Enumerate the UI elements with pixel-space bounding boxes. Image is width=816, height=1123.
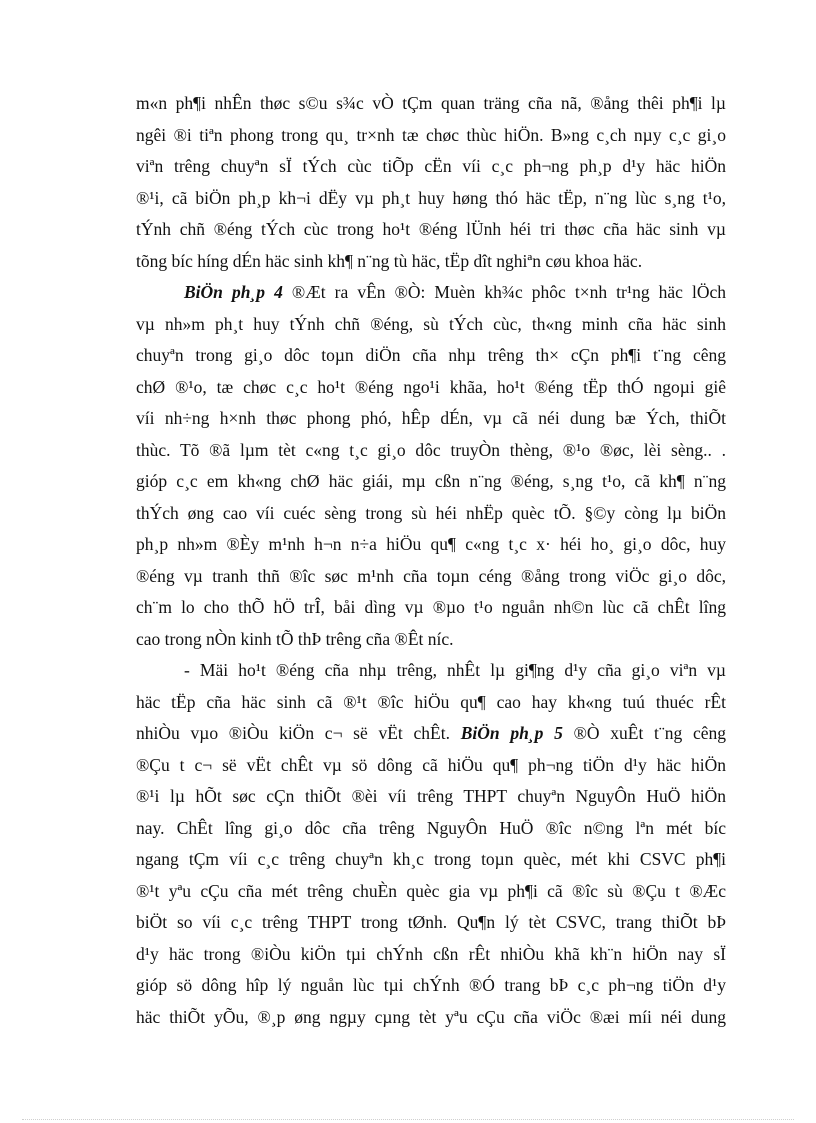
text-line: cao trong nÒn kinh tÕ thÞ trêng cña ®Êt níc. bbox=[136, 628, 454, 649]
text-line: ch¨m lo cho thÕ hÖ trÎ, båi dìng vµ ®µo t¹o nguån nh©n lùc cã chÊt lîng bbox=[136, 597, 726, 617]
text-line: chuyªn trong gi¸o dôc toµn diÖn cña nhµ trêng th× cÇn ph¶i t¨ng cêng bbox=[136, 345, 726, 365]
text-line: m«n ph¶i nhÊn thøc s©u s¾c vÒ tÇm quan träng cña nã, ®ång thêi ph¶i lµ bbox=[136, 93, 726, 113]
text-line: nay. ChÊt lîng gi¸o dôc cña trêng NguyÔn HuÖ ®îc n©ng lªn mét bíc bbox=[136, 817, 726, 838]
text-line: vµ nh»m ph¸t huy tÝnh chñ ®éng, sù tÝch cùc, th«ng minh cña häc sinh bbox=[136, 313, 726, 334]
text-fragment: ®Æt ra vÊn ®Ò: Muèn kh¾c phôc t×nh tr¹ng häc lÖch bbox=[282, 282, 726, 302]
text-line: gióp sö dông hîp lý nguån lùc tµi chÝnh ®Ó trang bÞ c¸c ph¬ng tiÖn d¹y bbox=[136, 975, 726, 995]
text-line: tÝnh chñ ®éng tÝch cùc trong ho¹t ®éng lÜnh héi tri thøc cña häc sinh vµ bbox=[136, 219, 726, 239]
text-line: biÖt so víi c¸c trêng THPT trong tØnh. Qu¶n lý tèt CSVC, trang thiÕt bÞ bbox=[136, 912, 726, 932]
text-line: gióp c¸c em kh«ng chØ häc giái, mµ cßn n¨ng ®éng, s¸ng t¹o, cã kh¶ n¨ng bbox=[136, 471, 726, 491]
body-text bbox=[136, 88, 726, 1033]
text-line: ph¸p nh»m ®Èy m¹nh h¬n n÷a hiÖu qu¶ c«ng t¸c x· héi ho¸ gi¸o dôc, huy bbox=[136, 534, 726, 554]
text-line: ®¹i lµ hÕt søc cÇn thiÕt ®èi víi trêng THPT chuyªn NguyÔn HuÖ hiÖn bbox=[136, 786, 726, 806]
paragraph-start-line: - Mäi ho¹t ®éng cña nhµ trêng, nhÊt lµ gi¶ng d¹y cña gi¸o viªn vµ bbox=[184, 660, 726, 680]
paragraph-start-line bbox=[136, 277, 726, 309]
text-fragment: ®Ò xuÊt t¨ng cêng bbox=[562, 723, 726, 743]
text-line bbox=[136, 718, 726, 750]
text-line: ngêi ®i tiªn phong trong qu¸ tr×nh tæ chøc thùc hiÖn. B»ng c¸ch nµy c¸c gi¸o bbox=[136, 124, 726, 145]
text-line: ®¹i, cã biÖn ph¸p kh¬i dËy vµ ph¸t huy høng thó häc tËp, n¨ng lùc s¸ng t¹o, bbox=[136, 187, 726, 208]
bien-phap-5-heading: BiÖn ph¸p 5 bbox=[460, 723, 563, 743]
text-line: tõng bíc híng dÉn häc sinh kh¶ n¨ng tù häc, tËp dît nghiªn cøu khoa häc. bbox=[136, 250, 643, 271]
page-bottom-divider bbox=[22, 1119, 794, 1120]
text-line: víi nh÷ng h×nh thøc phong phó, hÊp dÉn, vµ cã néi dung bæ Ých, thiÕt bbox=[136, 408, 726, 428]
text-line: chØ ®¹o, tæ chøc c¸c ho¹t ®éng ngo¹i khãa, ho¹t ®éng tËp thÓ ngoµi giê bbox=[136, 376, 726, 397]
text-line: ®Çu t c¬ së vËt chÊt vµ sö dông cã hiÖu qu¶ ph¬ng tiÖn d¹y häc hiÖn bbox=[136, 754, 726, 775]
text-line: thùc. Tõ ®ã lµm tèt c«ng t¸c gi¸o dôc truyÒn thèng, ®¹o ®øc, lèi sèng.. . bbox=[136, 439, 726, 460]
text-line: viªn trêng chuyªn sÏ tÝch cùc tiÕp cËn víi c¸c ph¬ng ph¸p d¹y häc hiÖn bbox=[136, 156, 726, 176]
text-line: ®¹t yªu cÇu cña mét trêng chuÈn quèc gia vµ ph¶i cã ®îc sù ®Çu t ®Æc bbox=[136, 880, 726, 901]
text-line: thÝch øng cao víi cuéc sèng trong sù héi nhËp quèc tÕ. §©y còng lµ biÖn bbox=[136, 502, 726, 523]
text-line: d¹y häc trong ®iÒu kiÖn tµi chÝnh cßn rÊt nhiÒu khã kh¨n hiÖn nay sÏ bbox=[136, 943, 726, 964]
text-line: häc thiÕt yÕu, ®¸p øng ngµy cµng tèt yªu cÇu cña viÖc ®æi míi néi dung bbox=[136, 1006, 726, 1027]
text-line: häc tËp cña häc sinh cã ®¹t ®îc hiÖu qu¶ cao hay kh«ng tuú thuéc rÊt bbox=[136, 691, 726, 712]
text-line: ®éng vµ tranh thñ ®îc søc m¹nh cña toµn céng ®ång trong viÖc gi¸o dôc, bbox=[136, 565, 726, 586]
text-fragment: nhiÒu vµo ®iÒu kiÖn c¬ së vËt chÊt. bbox=[136, 723, 461, 743]
bien-phap-4-heading: BiÖn ph¸p 4 bbox=[184, 282, 283, 302]
text-line: ngang tÇm víi c¸c trêng chuyªn kh¸c trong toµn quèc, mét khi CSVC ph¶i bbox=[136, 849, 726, 869]
